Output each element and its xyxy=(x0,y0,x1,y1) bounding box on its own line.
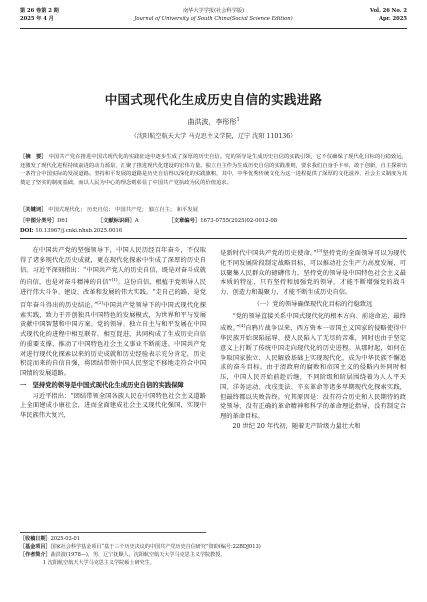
footnote-author-bio: ［作者简介］曲洪波(1978—)，男，辽宁抚顺人，沈阳航空航天大学马克思主义学院教授。 xyxy=(20,552,226,559)
classification-row xyxy=(20,217,407,225)
abstract xyxy=(20,153,407,187)
journal-name-cn: 南华大学学报(社会科学版) xyxy=(182,8,245,14)
body-column-left xyxy=(20,246,206,421)
doi-label: DOI: xyxy=(20,228,34,234)
keywords xyxy=(20,206,407,214)
footnote-divider xyxy=(20,532,206,533)
body-column-right xyxy=(220,246,406,432)
author-names: 曲洪波，李彤彤 xyxy=(187,118,237,126)
subsection-heading: （一）党的领导确保现代化目标的行稳致远 xyxy=(253,300,373,308)
journal-name-en: Journal of University of South China(Social Science Edition) xyxy=(134,15,293,22)
paragraph: 在中国共产党的坚强领导下，中国人民历经百年奋斗，不仅取得了诸多现代化历史成就，更在现代化探索中生成了深厚的历史自信。习近平深刻指出：“中国共产党人的历史自信，既是对奋斗成就的自信，也是对奋斗精神的自信”[1]。这份自信，根植于党领导人民进行伟大斗争、建设、改革和发展的伟大实践。“走自己的路，是党百年奋斗得出的历史结论。”[2]中国共产党领导下的中国式现代化探索实践，致力于开创独具中国特色的发展模式，为世界和平与发展贡献中国智慧和中国方案。党的领导、独立自主与和平发展在中国式现代化的进程中相互联存，相互促进，共同构成了生成历史自信的重要支撑，推动了中国特色社会主义事业不断前进。中国共产党对进行现代化探索以来的历史成就和历史经验表示充分肯定，历史积淀而来的自信自强，将团结带领中国人民坚定不移地走符合中国国情的发展道路。 xyxy=(20,247,206,378)
article-number: ［文章编号］1673-0755(2025)02-0012-08 xyxy=(168,218,278,224)
volume-cn: 第 26 卷第 2 期 xyxy=(20,8,59,14)
citation: [4] xyxy=(239,323,246,329)
footnote-second-author: 1 沈阳航空航天大学马克思主义学院硕士研究生。 xyxy=(43,560,155,567)
journal-header xyxy=(20,7,407,29)
abstract-label: ［摘 要］ xyxy=(20,154,47,160)
citation: [1] xyxy=(111,277,118,283)
paragraph: 习近平指出：“团结带领全国各族人民在中国特色社会主义道路上全面建成小康社会，进而全面建成社会主义现代化强国，实现中华民族伟大复兴， xyxy=(20,392,206,420)
authors xyxy=(0,117,427,127)
volume-en: Vol. 26 No. 2 xyxy=(370,8,407,14)
author-footnote-mark: 1 xyxy=(236,117,240,123)
volume-issue-en xyxy=(370,8,407,23)
doi-value: 10.13967/j.cnki.nhxb.2025.0016 xyxy=(35,228,123,234)
paragraph: 20 世纪 20 年代初，随着无产阶级力量壮大和 xyxy=(232,422,361,430)
citation: [3] xyxy=(316,248,323,253)
keywords-text: 中国式现代化； 历史自信； 中国共产党； 独立自主； 和平发展 xyxy=(48,207,198,213)
article-title: 中国式现代化生成历史自信的实践进路 xyxy=(104,92,323,107)
affiliation: （沈阳航空航天大学 马克思主义学院，辽宁 沈阳 110136） xyxy=(130,133,297,140)
header-divider xyxy=(20,238,407,239)
paragraph: “党的领导直接关系中国式现代化的根本方向、前途命运、最终成败。”[4]自鸦片战争以来，西方资本一帝国主义国家的侵略使得中华民族开始深陷屈辱、使人民陷入了无尽的苦难，同时也由于坚定意义上打断了传统中国走向现代化的历史进程。从那时起，如何在争取国家独立、人民解放基础上实现现代化，成为中华民族不懈追求的奋斗目标。由于清政府的腐败和帝国主义的侵略内外同时相压，中国人民开始前赴后继，不同阶级和阶层围绕着为人人平天国、洋务运动、戊戌变法、辛亥革命等诸多早期现代化探索实践，但最终都以失败告终。究其原因是：没有符合历史和人民期待的政党领导，没有正确的革命精神和科学的革命理论指导，没有制定合理的革命目标。 xyxy=(220,312,406,421)
footnote-received: ［收稿日期］2025-03-01 xyxy=(20,536,80,542)
footnotes xyxy=(20,535,261,567)
citation: [2] xyxy=(97,299,103,305)
footnote-funding: ［基金项目］国家社会科学基金项目“基于三个历史决议的中国共产党历史自信研究”资助(编号:22BDJ013) xyxy=(20,544,261,551)
date-cn: 2025 年 4 月 xyxy=(20,15,54,22)
abstract-text: 中国共产党在推进中国式现代化的实践征途中逐步生成了深厚的历史自信。党的领导是生成历史自信的实践引领，它不仅确保了现代化目标的行稳致远，还激发了现代化进程持续前进的动力源泉，汇聚了推进现代化建设的宏伟力量。独立自主作为生成历史自信的实践准则，要求我们自身手卡举、敢于创新，自主探索出一条符合中国实际的发展道路。坚持和平发展的道路是历史自信得以深化的实践旗帜，其中，中华优秀传统文化为这一进程提供了深厚的文化滋养，社会主义制度为其奠定了坚实的制度基础，而以人民为中心的理念则彰显了中国共产党执政为民的价值追求。 xyxy=(20,154,407,186)
doi xyxy=(20,227,122,235)
paragraph: 是新时代中国共产党的历史使命。”[3]坚持党的全面领导可以为现代化不同发展阶段制定战略目标，可以推动社会生产力高度发展，可以聚集人民群众的磅礴伟力。坚持党的领导是中国特色社会主义最本质的特征，只有坚持和加强党的领导，才能不断增强党的战斗力、创造力和凝聚力，才能不断生成历史自信。 xyxy=(220,248,406,297)
date-en: Apr. 2025 xyxy=(379,15,407,22)
journal-name xyxy=(20,8,407,23)
keywords-label: ［关键词］ xyxy=(20,207,47,213)
clc-number: ［中图分类号］D61 xyxy=(20,218,69,224)
section-heading: 一 坚持党的领导是中国式现代化生成历史自信的实践保障 xyxy=(20,381,184,389)
document-code: ［文献标识码］A xyxy=(97,218,139,224)
